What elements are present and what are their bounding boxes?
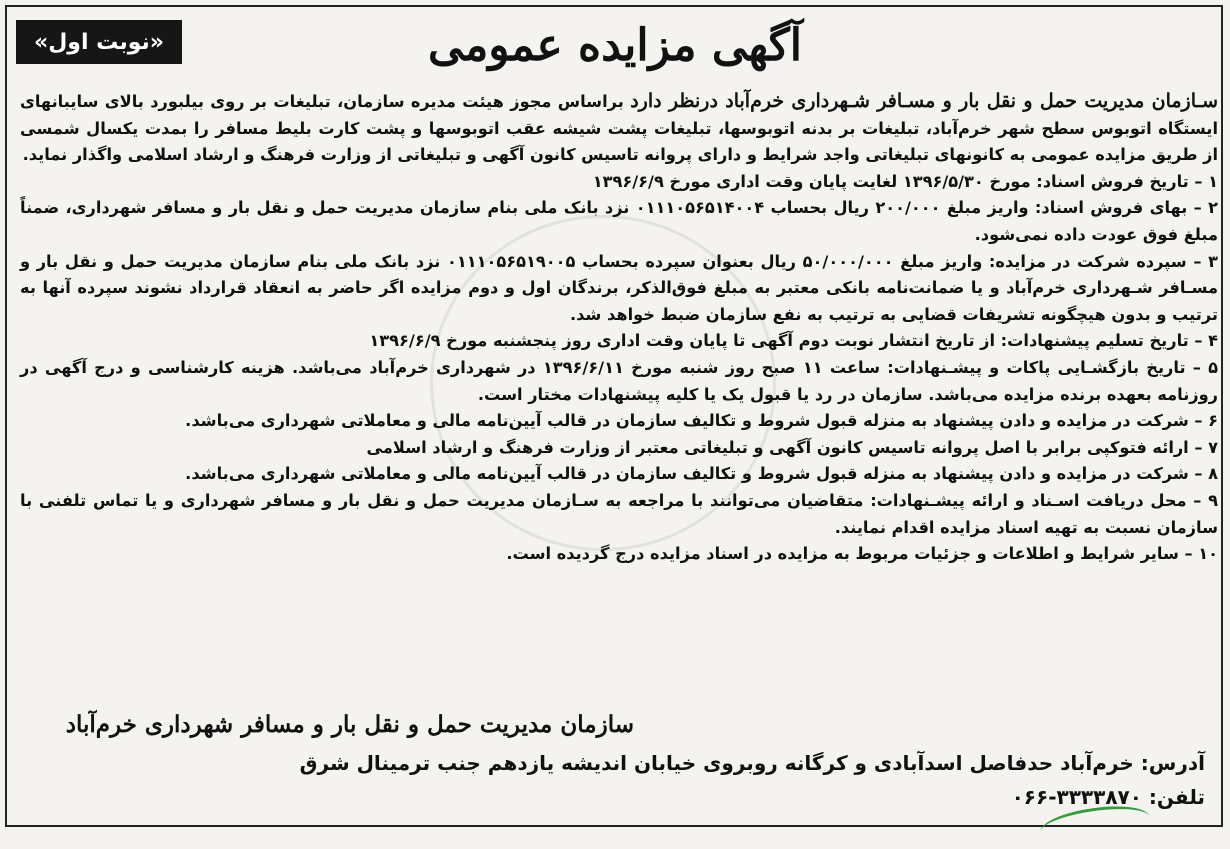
footer-phone: تلفن: ۳۳۳۳۸۷۰-۰۶۶ xyxy=(1011,785,1205,809)
intro-paragraph xyxy=(20,88,1218,169)
list-item: ۵ – تاریخ بازگشـایی پاکات و پیشـنهادات: ساعت ۱۱ صبح روز شنبه مورخ ۱۳۹۶/۶/۱۱ در شهرداری خرم‌آباد می‌باشد. هزینه کارشناسی و درج آگهی در روزنامه بعهده برنده مزایده می‌باشد. سازمان در رد یا قبول یک یا کلیه پیشنهادات مختار است. xyxy=(20,357,1218,404)
list-item: ۶ – شرکت در مزایده و دادن پیشنهاد به منزله قبول شروط و تکالیف سازمان در قالب آیین‌نامه مالی و معاملاتی شهرداری می‌باشد. xyxy=(185,411,1218,431)
footer-organization: سازمان مدیریت حمل و نقل بار و مسافر شهرداری خرم‌آباد xyxy=(65,711,634,738)
list-item: ۸ – شرکت در مزایده و دادن پیشنهاد به منزله قبول شروط و تکالیف سازمان در قالب آیین‌نامه مالی و معاملاتی شهرداری می‌باشد. xyxy=(185,464,1218,484)
list-item: ۳ – سپرده شرکت در مزایده: واریز مبلغ ۵۰/۰۰۰/۰۰۰ ریال بعنوان سپرده بحساب ۰۱۱۱۰۵۶۵۱۹۰۰۵ نزد بانک ملی بنام سازمان مدیریت حمل و نقل بار و مسـافر شـهرداری خرم‌آباد و یا ضمانت‌نامه بانکی معتبر به مبلغ فوق‌الذکر، برندگان اول و دوم مزایده اگر حاضر به انعقاد قرارداد نشوند سپرده آنها به ترتیب و بدون هیچگونه تشریفات قضایی به ترتیب به نفع سازمان ضبط خواهد شد. xyxy=(20,251,1218,324)
list-item: ۷ – ارائه فتوکپی برابر با اصل پروانه تاسیس کانون آگهی و تبلیغاتی معتبر از وزارت فرهنگ و ارشاد اسلامی xyxy=(366,437,1218,457)
list-item: ۱۰ – سایر شرایط و اطلاعات و جزئیات مربوط به مزایده در اسناد مزایده درج گردیده است. xyxy=(506,544,1218,564)
intro-organization: سـازمان مدیریت حمل و نقل بار و مسـافر شـهرداری خرم‌آباد درنظر دارد xyxy=(630,90,1218,112)
list-item: ۱ – تاریخ فروش اسناد: مورخ ۱۳۹۶/۵/۳۰ لغایت پایان وقت اداری مورخ ۱۳۹۶/۶/۹ xyxy=(592,171,1218,191)
list-item: ۹ – محل دریافت اسـناد و ارائه پیشـنهادات: متقاضیان می‌توانند با مراجعه به سـازمان مدیریت حمل و نقل بار و مسافر شهرداری و یا تماس تلفنی با سازمان نسبت به تهیه اسناد مزایده اقدام نمایند. xyxy=(20,490,1218,537)
list-item: ۴ – تاریخ تسلیم پیشنهادات: از تاریخ انتشار نوبت دوم آگهی تا پایان وقت اداری روز پنجشنبه مورخ ۱۳۹۶/۶/۹ xyxy=(369,331,1218,351)
intro-text: براساس مجوز هیئت مدیره سازمان، تبلیغات بر روی بیلبورد بالای سایبانهای ایستگاه اتوبوس سطح شهر خرم‌آباد، تبلیغات بر بدنه اتوبوسها، تبلیغات پشت شیشه عقب اتوبوسها و پشت کارت بلیط مسافر را بمدت یکسال شمسی از طریق مزایده عمومی به کانونهای تبلیغاتی واجد شرایط و دارای پروانه تاسیس کانون آگهی و تبلیغاتی از وزارت فرهنگ و ارشاد اسلامی واگذار نماید. xyxy=(20,92,1218,165)
list-item: ۲ – بهای فروش اسناد: واریز مبلغ ۲۰۰/۰۰۰ ریال بحساب ۰۱۱۱۰۵۶۵۱۴۰۰۴ نزد بانک ملی بنام سازمان مدیریت حمل و نقل بار و مسافر شهرداری، ضمناً مبلغ فوق عودت داده نمی‌شود. xyxy=(20,198,1218,244)
notice-body xyxy=(20,88,1218,568)
notice-title: آگهی مزایده عمومی xyxy=(428,20,802,71)
footer-address: آدرس: خرم‌آباد حدفاصل اسدآبادی و کرگانه روبروی خیابان اندیشه یازدهم جنب ترمینال شرق xyxy=(299,751,1205,775)
edition-badge: «نوبت اول» xyxy=(16,20,182,64)
